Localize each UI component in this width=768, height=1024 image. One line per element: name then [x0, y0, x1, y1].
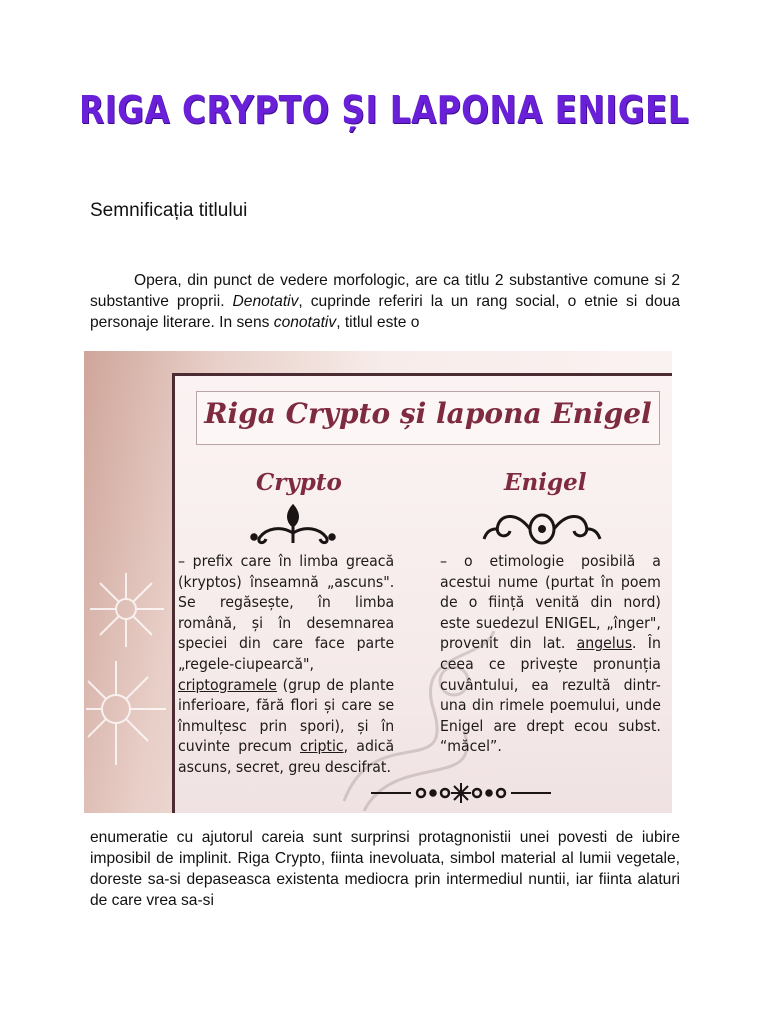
crypto-text-3: , adică ascuns, secret, greu descifrat. [178, 737, 395, 776]
illustration-figure [84, 351, 672, 813]
enigel-text-2: . În ceea ce privește pronunția cuvântului, ea rezultă dintr-una din rimele poemului, unde Enigel are drept ecou subst. “măcel”. [440, 634, 661, 756]
divider-ornament-icon [371, 781, 551, 805]
enigel-text-1: – o etimologie posibilă a acestui nume (purtat în poem de o ființă venită din nord) este suedezul ENIGEL, „înger", provenit din lat. [440, 552, 661, 653]
scroll-ornament-icon [482, 509, 602, 549]
crypto-underlined-criptic: criptic [300, 737, 344, 756]
enigel-description [440, 551, 661, 757]
paragraph-continuation: enumeratie cu ajutorul careia sunt surprinsi protagnonistii unei povesti de iubire imposibil de implinit. Riga Crypto, fiinta inevoluata, simbol material al lumii vegetale, doreste sa-si depaseasca existenta mediocra prin intermediul nuntii, iar fiinta alaturi de care vrea sa-si [90, 829, 680, 909]
document-title: RIGA CRYPTO ȘI LAPONA ENIGEL [78, 88, 690, 132]
fleur-ornament-icon [250, 503, 336, 547]
enigel-heading: Enigel [504, 469, 587, 496]
section-subtitle: Semnificația titlului [90, 200, 248, 221]
crypto-heading: Crypto [256, 469, 342, 496]
crypto-text-2: (grup de plante inferioare, fără flori și care se înmulțesc prin spori), și în cuvinte precum [178, 675, 395, 756]
card-title: Riga Crypto și lapona Enigel [204, 397, 652, 430]
para1-text-2: , cuprinde referiri la un rang social, o etnie si doua personaje literare. In sens [90, 293, 680, 331]
crypto-text-1: – prefix care în limba greacă (kryptos) înseamnă „ascuns". Se regăsește, în limba română, și în desemnarea speciei din care face parte „regele-ciupearcă", [178, 552, 395, 673]
crypto-description [178, 551, 394, 778]
flower-decoration-icon [86, 569, 176, 789]
para1-emphasis-conotativ: conotativ [273, 314, 337, 331]
crypto-underlined-criptogramele: criptogramele [178, 675, 277, 694]
para1-text-3: , titlul este o [336, 314, 420, 331]
enigel-underlined-angelus: angelus [576, 634, 633, 653]
para1-emphasis-denotativ: Denotativ [232, 293, 299, 310]
paragraph-intro [90, 270, 680, 333]
para1-text-1: Opera, din punct de vedere morfologic, are ca titlu 2 substantive comune si 2 substantive proprii. [90, 272, 680, 310]
